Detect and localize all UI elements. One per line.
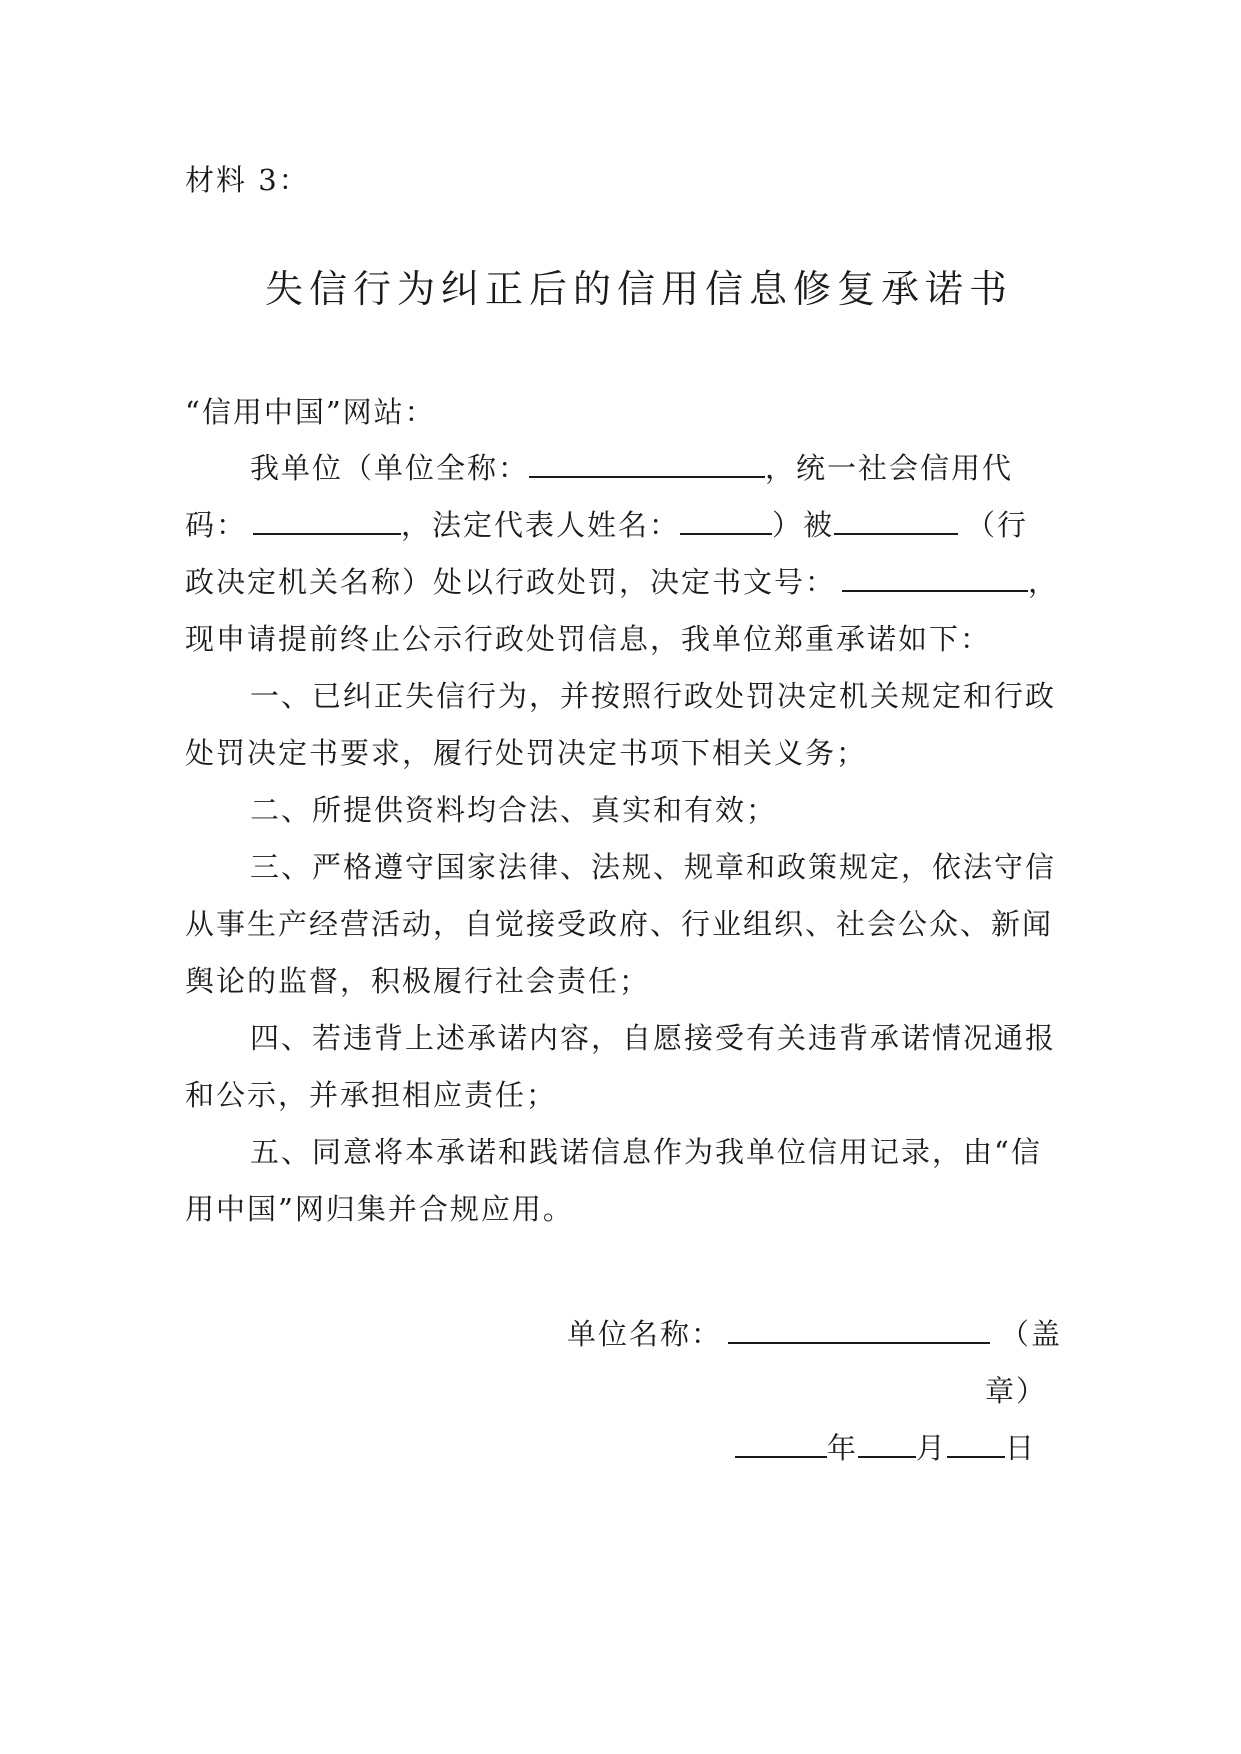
date-line xyxy=(735,1428,1036,1468)
intro-line-3 xyxy=(185,562,1059,602)
item-5-line-1: 五、同意将本承诺和践诺信息作为我单位信用记录，由“信 xyxy=(250,1135,1042,1169)
intro-line-2 xyxy=(185,505,1028,545)
seal-close: 章） xyxy=(985,1374,1048,1408)
intro-text: （行 xyxy=(966,508,1029,542)
item-4-line-2: 和公示，并承担相应责任； xyxy=(185,1078,558,1112)
authority-blank xyxy=(834,509,958,535)
year-label: 年 xyxy=(827,1431,859,1465)
intro-text: 码： xyxy=(185,508,248,542)
intro-text: ， xyxy=(1028,565,1060,599)
item-3-line-2: 从事生产经营活动，自觉接受政府、行业组织、社会公众、新闻 xyxy=(185,907,1054,941)
intro-line-1 xyxy=(250,448,1013,488)
intro-text: ，法定代表人姓名： xyxy=(401,508,681,542)
item-4-line-1: 四、若违背上述承诺内容，自愿接受有关违背承诺情况通报 xyxy=(250,1021,1057,1055)
unit-name-label: 单位名称： xyxy=(567,1317,723,1351)
month-blank xyxy=(858,1432,916,1458)
day-label: 日 xyxy=(1005,1431,1037,1465)
unit-name-blank xyxy=(728,1318,990,1344)
material-label: 材料 3： xyxy=(185,163,310,197)
intro-text: 政决定机关名称）处以行政处罚，决定书文号： xyxy=(185,565,837,599)
document-title: 失信行为纠正后的信用信息修复承诺书 xyxy=(265,267,1014,311)
item-1-line-1: 一、已纠正失信行为，并按照行政处罚决定机关规定和行政 xyxy=(250,679,1057,713)
intro-line-4: 现申请提前终止公示行政处罚信息，我单位郑重承诺如下： xyxy=(185,622,992,656)
item-3-line-3: 舆论的监督，积极履行社会责任； xyxy=(185,964,651,998)
intro-text: ，统一社会信用代 xyxy=(765,451,1014,485)
item-2-line-1: 二、所提供资料均合法、真实和有效； xyxy=(250,793,778,827)
salutation: “信用中国”网站： xyxy=(185,395,436,429)
signature-unit-line xyxy=(567,1314,1062,1354)
month-label: 月 xyxy=(916,1431,948,1465)
seal-open: （盖 xyxy=(1000,1317,1063,1351)
intro-text: 我单位（单位全称： xyxy=(250,451,530,485)
unit-fullname-blank xyxy=(529,452,765,478)
day-blank xyxy=(947,1432,1005,1458)
legal-rep-blank xyxy=(680,509,772,535)
item-1-line-2: 处罚决定书要求，履行处罚决定书项下相关义务； xyxy=(185,736,868,770)
decision-number-blank xyxy=(842,566,1028,592)
year-blank xyxy=(735,1432,827,1458)
item-3-line-1: 三、严格遵守国家法律、法规、规章和政策规定，依法守信 xyxy=(250,850,1057,884)
credit-code-blank xyxy=(253,509,401,535)
item-5-line-2: 用中国”网归集并合规应用。 xyxy=(185,1192,574,1226)
intro-text: ）被 xyxy=(772,508,835,542)
